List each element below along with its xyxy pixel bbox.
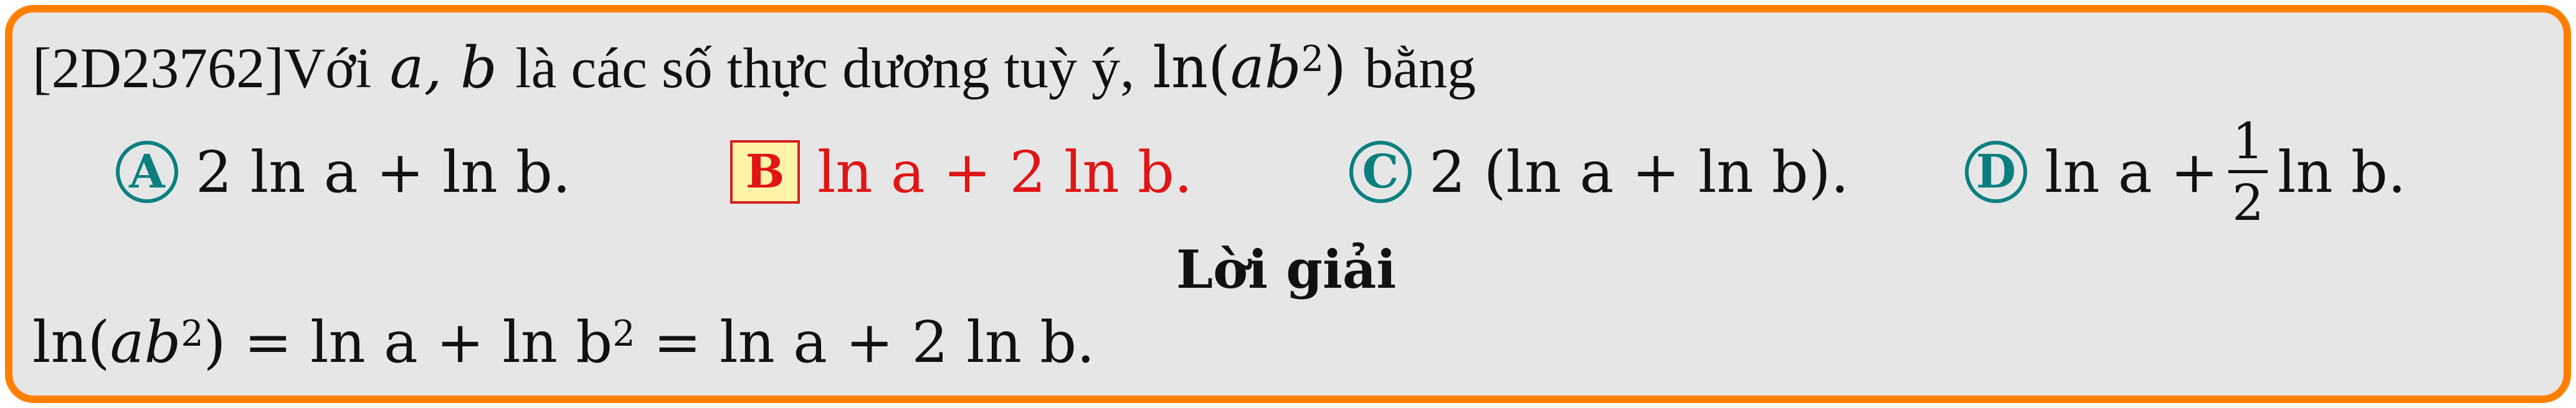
solution-lhs-function: ln( [32,309,110,376]
option-b-label[interactable]: B [730,140,800,204]
question-text-middle: là các số thực dương tuỳ ý, [515,36,1135,100]
solution-rhs: = ln a + 2 ln b. [653,309,1095,376]
solution-middle: = ln a + ln b [244,309,613,376]
solution-equation [32,305,1095,380]
solution-lhs-exponent: 2 [181,313,204,355]
question-id: [2D23762] [32,36,284,100]
option-d-content-suffix: ln b. [2278,138,2407,206]
question-text-suffix: bằng [1364,36,1476,100]
option-a-content: 2 ln a + ln b. [196,138,571,206]
option-b[interactable] [730,128,1192,216]
solution-title: Lời giải [1176,239,1397,300]
fraction-numerator: 1 [2228,116,2268,173]
option-b-content: ln a + 2 ln b. [817,138,1193,206]
fraction-denominator: 2 [2232,173,2265,232]
option-c-label[interactable]: C [1349,141,1412,203]
solution-lhs-close: ) [203,309,226,376]
expression-variable-a: a [1230,34,1265,101]
option-a-label[interactable]: A [116,141,178,203]
question-text-prefix: Với [283,36,372,100]
question-statement [32,27,1476,108]
question-variables: a, b [389,34,497,101]
solution-lhs-variable-a: a [110,309,145,376]
expression-close: ) [1324,34,1346,101]
option-c[interactable] [1349,128,1849,216]
expression-exponent: 2 [1301,39,1324,80]
question-expression [1153,34,1346,101]
solution-middle-exponent: 2 [612,313,635,355]
option-a[interactable] [116,128,571,216]
option-d[interactable] [1965,111,2407,232]
option-c-content: 2 (ln a + ln b). [1429,138,1849,206]
option-d-fraction [2228,111,2268,232]
expression-function: ln( [1153,34,1230,101]
expression-variable-b: b [1264,34,1301,101]
option-d-label[interactable]: D [1965,141,2027,203]
option-d-content-prefix: ln a + [2045,138,2219,206]
solution-lhs-variable-b: b [144,309,181,376]
